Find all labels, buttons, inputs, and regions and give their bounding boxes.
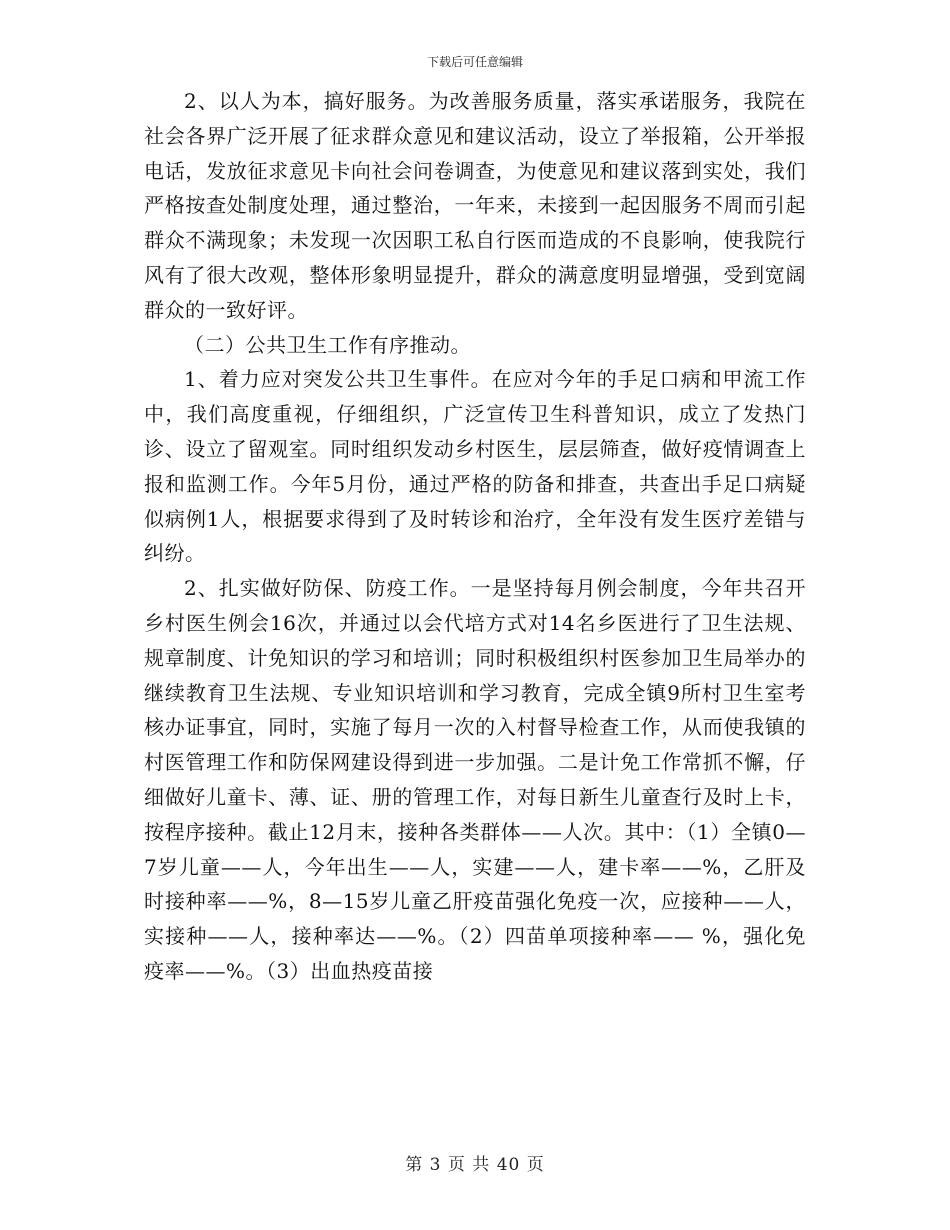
document-body xyxy=(144,84,806,989)
paragraph-service: 2、以人为本，搞好服务。为改善服务质量，落实承诺服务，我院在社会各界广泛开展了征求群众意见和建议活动，设立了举报箱，公开举报电话，发放征求意见卡向社会问卷调查，为使意见和建议落到实处，我们严格按查处制度处理，通过整治，一年来，未接到一起因服务不周而引起群众不满现象；未发现一次因职工私自行医而造成的不良影响，使我院行风有了很大改观，整体形象明显提升，群众的满意度明显增强，受到宽阔群众的一致好评。 xyxy=(144,89,806,322)
paragraph-epidemic-prevention: 2、扎实做好防保、防疫工作。一是坚持每月例会制度，今年共召开乡村医生例会16次，并通过以会代培方式对14名乡医进行了卫生法规、规章制度、计免知识的学习和培训；同时积极组织村医参加卫生局举办的继续教育卫生法规、专业知识培训和学习教育，完成全镇9所村卫生室考核办证事宜，同时，实施了每月一次的入村督导检查工作，从而使我镇的村医管理工作和防保网建设得到进一步加强。二是计免工作常抓不懈，仔细做好儿童卡、薄、证、册的管理工作，对每日新生儿童查行及时上卡，按程序接种。截止12月末，接种各类群体——人次。其中：（1）全镇0—7岁儿童——人，今年出生——人，实建——人，建卡率——%，乙肝及时接种率——%，8—15岁儿童乙肝疫苗强化免疫一次，应接种——人，实接种——人，接种率达——%。（2）四苗单项接种率—— %，强化免疫率——%。（3）出血热疫苗接 xyxy=(144,576,806,983)
page-header: 下载后可任意编辑 xyxy=(426,55,523,69)
paragraph-emergency-response: 1、着力应对突发公共卫生事件。在应对今年的手足口病和甲流工作中，我们高度重视，仔细组织，广泛宣传卫生科普知识，成立了发热门诊、设立了留观室。同时组织发动乡村医生，层层筛查，做好疫情调查上报和监测工作。今年5月份，通过严格的防备和排查，共查出手足口病疑似病例1人，根据要求得到了及时转诊和治疗，全年没有发生医疗差错与纠纷。 xyxy=(144,367,806,566)
section-heading-public-health: （二）公共卫生工作有序推动。 xyxy=(184,332,471,357)
page-footer: 第 3 页 共 40 页 xyxy=(405,1155,545,1175)
